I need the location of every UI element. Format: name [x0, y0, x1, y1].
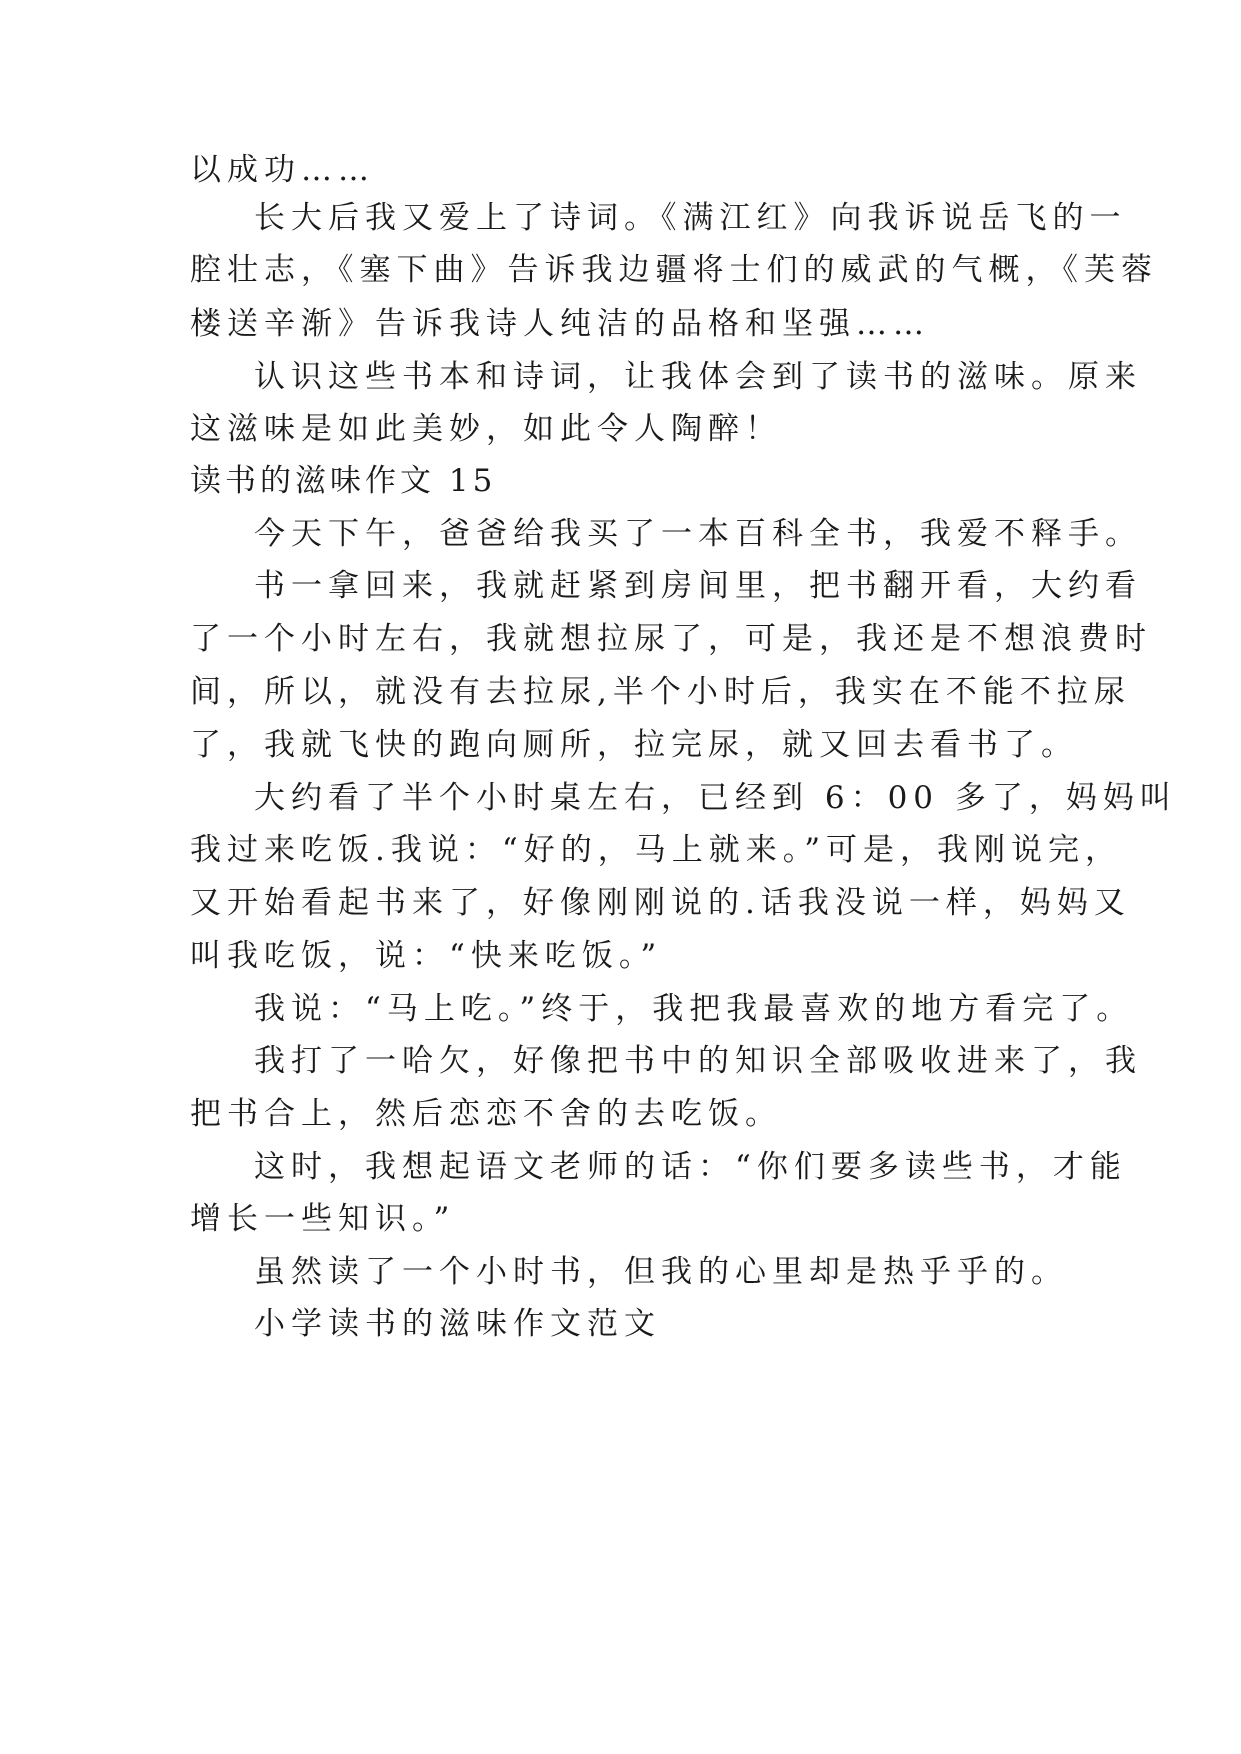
text-line: 长大后我又爱上了诗词。《满江红》向我诉说岳飞的一	[254, 200, 1127, 236]
text-line: 了，我就飞快的跑向厕所，拉完尿，就又回去看书了。	[190, 727, 1078, 763]
text-line: 间，所以，就没有去拉尿,半个小时后，我实在不能不拉尿	[190, 674, 1131, 710]
text-line: 认识这些书本和诗词，让我体会到了读书的滋味。原来	[254, 359, 1142, 395]
text-line: 今天下午，爸爸给我买了一本百科全书，我爱不释手。	[254, 516, 1142, 552]
text-line: 腔壮志，《塞下曲》告诉我边疆将士们的威武的气概，《芙蓉	[190, 252, 1158, 288]
text-line: 大约看了半个小时桌左右，已经到 6：00 多了，妈妈叫	[254, 780, 1177, 816]
text-line: 以成功……	[190, 152, 375, 188]
text-line: 这滋味是如此美妙，如此令人陶醉！	[190, 411, 782, 447]
text-line: 这时，我想起语文老师的话：“你们要多读些书，才能	[254, 1149, 1127, 1185]
text-line: 把书合上，然后恋恋不舍的去吃饭。	[190, 1096, 782, 1132]
text-line: 了一个小时左右，我就想拉尿了，可是，我还是不想浪费时	[190, 621, 1152, 657]
text-line: 我说：“马上吃。”终于，我把我最喜欢的地方看完了。	[254, 991, 1134, 1027]
text-line: 我打了一哈欠，好像把书中的知识全部吸收进来了，我	[254, 1043, 1142, 1079]
text-line: 小学读书的滋味作文范文	[254, 1306, 661, 1342]
text-line: 我过来吃饭.我说：“好的，马上就来。”可是，我刚说完，	[190, 832, 1123, 868]
text-line: 虽然读了一个小时书，但我的心里却是热乎乎的。	[254, 1254, 1068, 1290]
text-line: 增长一些知识。”	[190, 1201, 456, 1237]
text-line: 叫我吃饭，说：“快来吃饭。”	[190, 938, 663, 974]
text-line: 又开始看起书来了，好像刚刚说的.话我没说一样，妈妈又	[190, 885, 1131, 921]
section-heading: 读书的滋味作文 15	[190, 463, 497, 499]
text-line: 楼送辛渐》告诉我诗人纯洁的品格和坚强……	[190, 306, 930, 342]
text-line: 书一拿回来，我就赶紧到房间里，把书翻开看，大约看	[254, 568, 1142, 604]
